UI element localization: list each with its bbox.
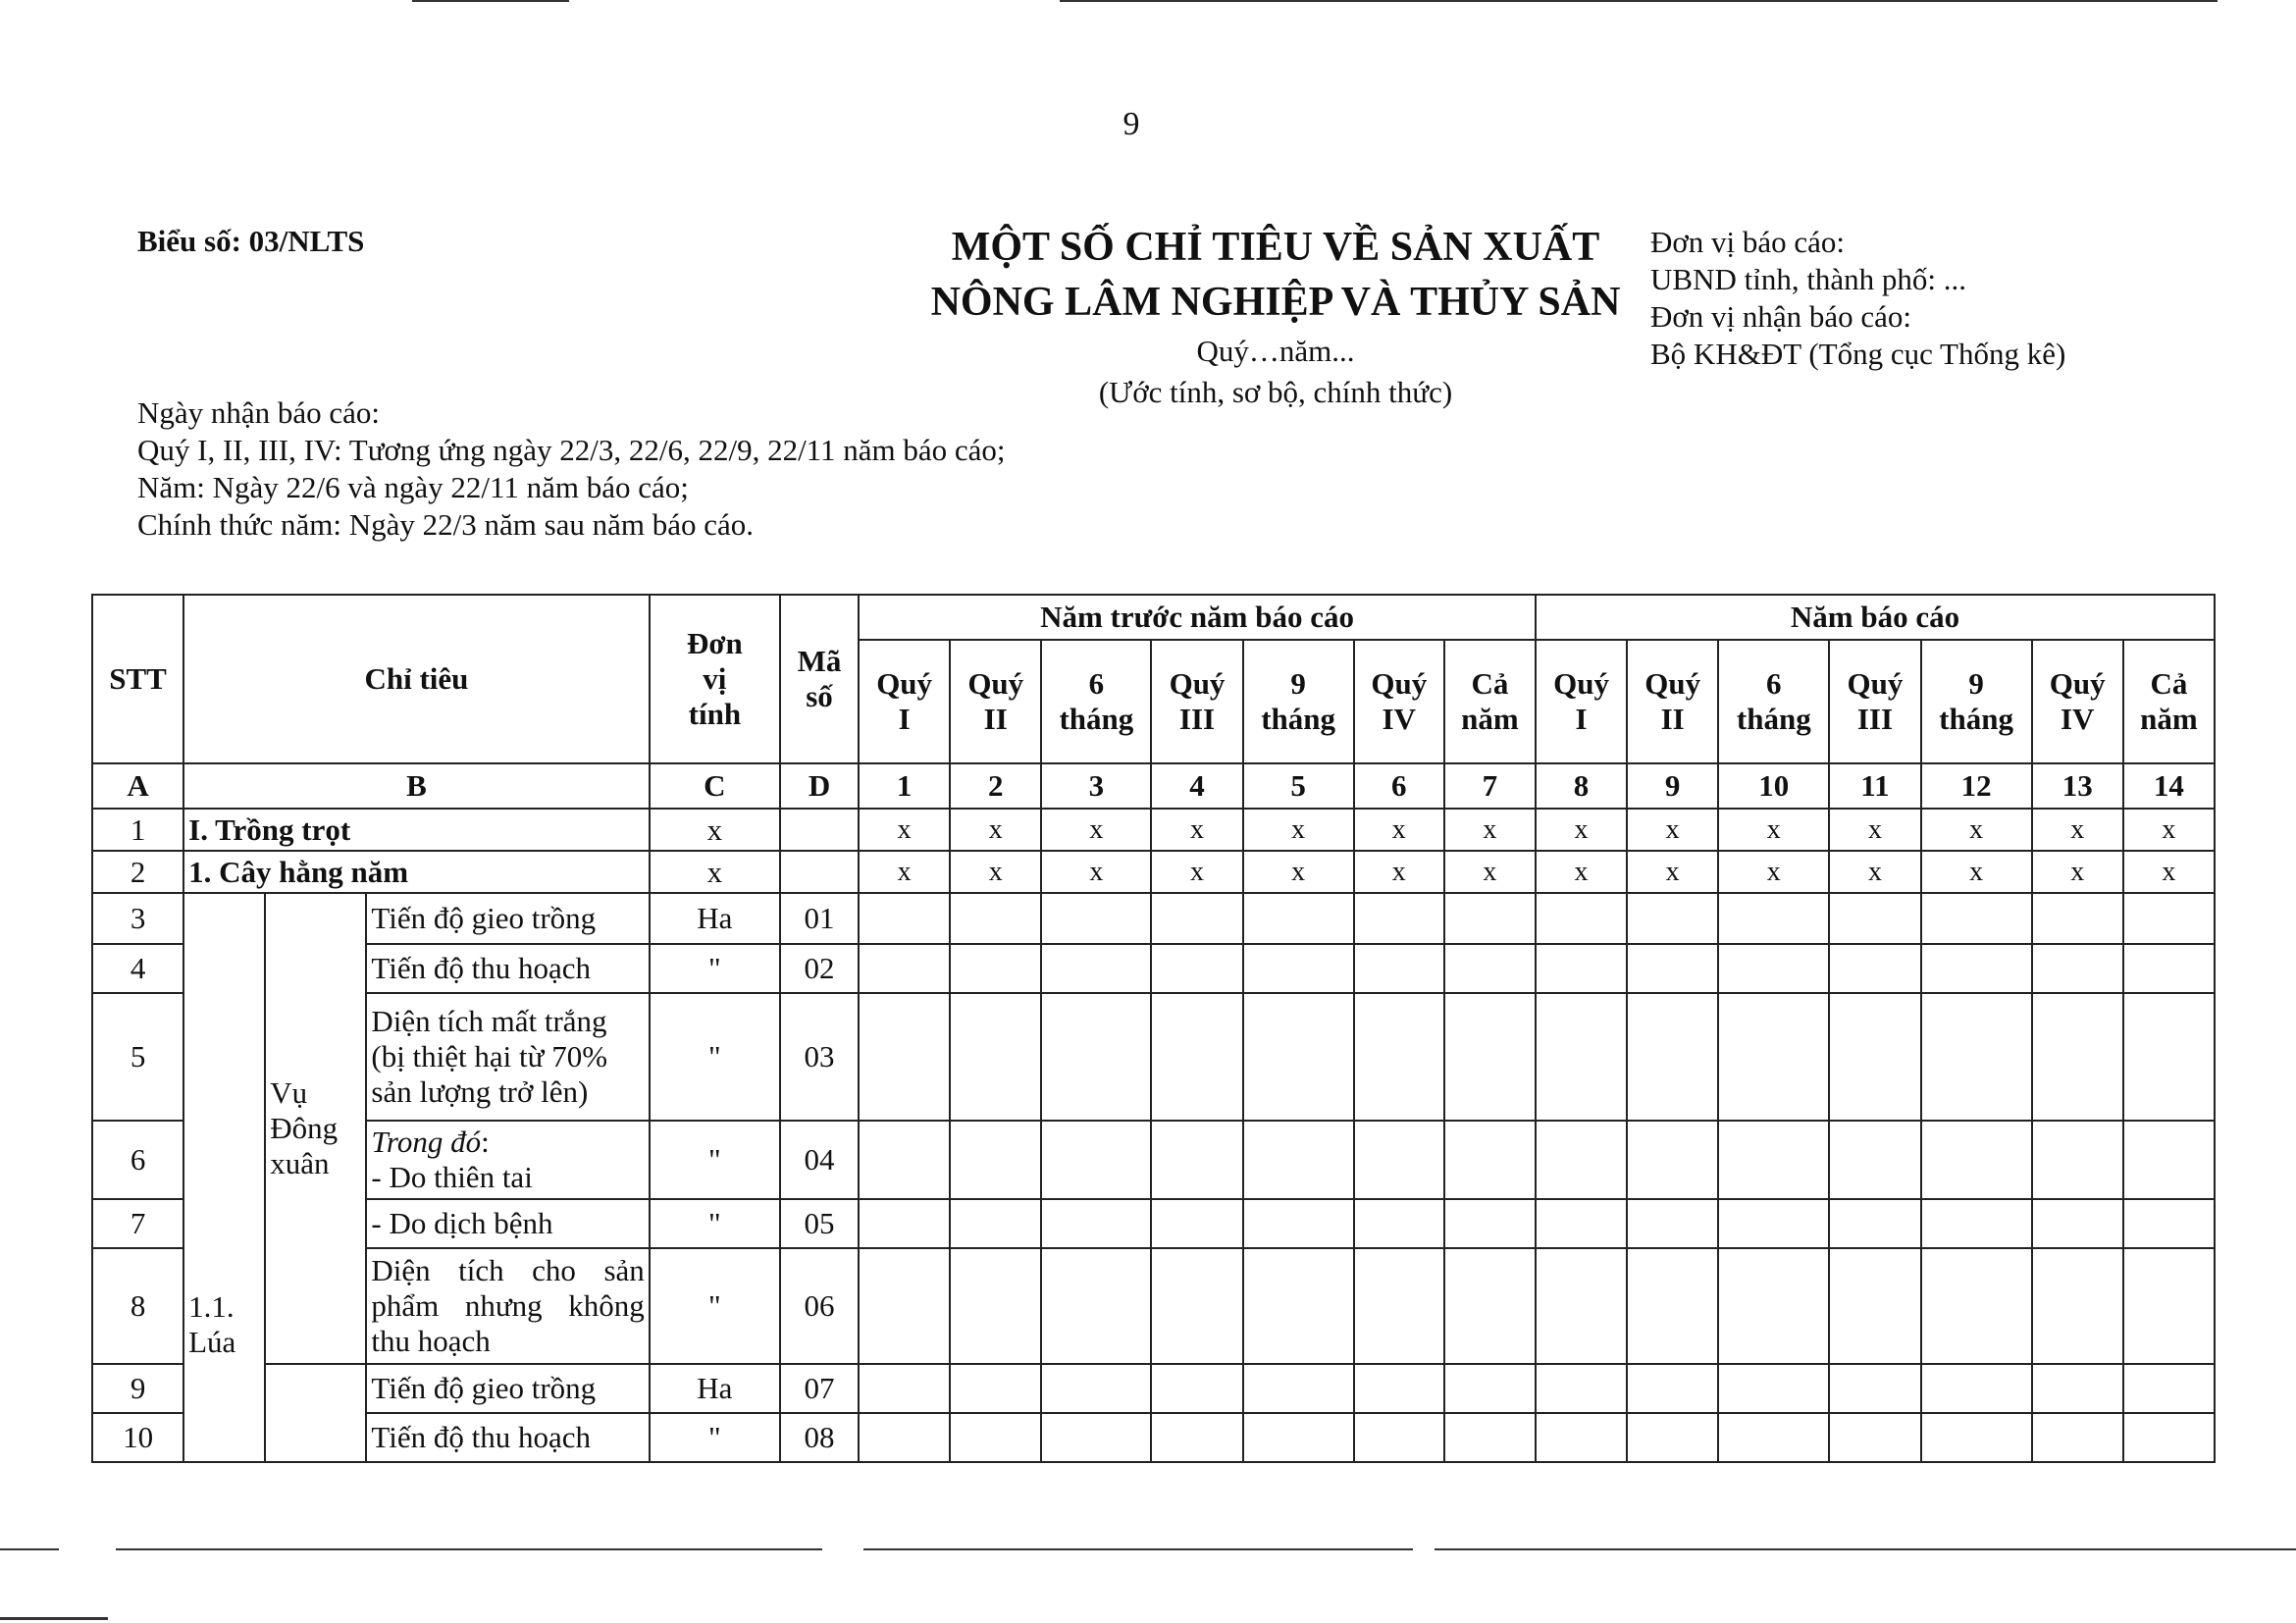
row-unit: " (650, 1248, 780, 1364)
value-cell[interactable] (1829, 1413, 1920, 1462)
value-cell[interactable] (2123, 993, 2215, 1121)
header-period-line: I (1575, 702, 1588, 736)
header-period-line: II (983, 702, 1008, 736)
header-period-line: tháng (1261, 702, 1336, 736)
value-cell[interactable] (1354, 1413, 1444, 1462)
value-cell[interactable] (1041, 893, 1151, 944)
row-stt: 3 (92, 893, 183, 944)
value-cell[interactable] (1921, 944, 2032, 993)
value-cell: x (1536, 851, 1627, 893)
value-cell[interactable] (1151, 944, 1242, 993)
header-period-line: III (1856, 702, 1894, 736)
header-period-line: Quý (967, 666, 1024, 701)
row-label: Diện tích mất trắng (bị thiệt hại từ 70% sản lượng trở lên) (366, 993, 649, 1121)
header-period-line: IV (1382, 702, 1416, 736)
row-label: Diện tích cho sản phẩm nhưng không thu hoạch (366, 1248, 649, 1364)
value-cell[interactable] (950, 944, 1041, 993)
row-unit: Ha (650, 893, 780, 944)
value-cell[interactable] (1354, 1121, 1444, 1199)
value-cell[interactable] (1243, 993, 1354, 1121)
value-cell[interactable] (1718, 1413, 1829, 1462)
reporting-unit-label: Đơn vị báo cáo: (1650, 225, 1846, 259)
header-period-line: III (1178, 702, 1216, 736)
header-period-line: 6 (1088, 666, 1105, 701)
value-cell[interactable] (950, 893, 1041, 944)
value-cell[interactable] (2032, 1248, 2123, 1364)
header-code (780, 595, 859, 763)
header-period-line: Quý (1644, 666, 1701, 701)
value-cell[interactable] (1041, 1121, 1151, 1199)
row-code: 03 (780, 993, 859, 1121)
row-code: 06 (780, 1248, 859, 1364)
value-cell[interactable] (1829, 893, 1920, 944)
table-row (92, 809, 2215, 851)
indicator-table (91, 594, 2216, 1463)
value-cell[interactable] (1151, 1199, 1242, 1248)
row-label-italic: Trong đó (371, 1125, 482, 1159)
value-cell[interactable] (1243, 1248, 1354, 1364)
value-cell[interactable] (1444, 944, 1536, 993)
table-row (92, 1121, 2215, 1199)
value-cell[interactable] (1921, 1413, 2032, 1462)
value-cell[interactable] (950, 1121, 1041, 1199)
dates-official: Chính thức năm: Ngày 22/3 năm sau năm báo cáo. (137, 507, 755, 542)
value-cell[interactable] (1151, 1248, 1242, 1364)
value-cell[interactable] (1151, 1364, 1242, 1413)
value-cell[interactable] (1829, 944, 1920, 993)
value-cell: x (1921, 809, 2032, 851)
table-row (92, 893, 2215, 944)
header-period (859, 640, 950, 763)
value-cell[interactable] (2032, 893, 2123, 944)
header-period (1354, 640, 1444, 763)
header-period (1041, 640, 1151, 763)
row-stt: 2 (92, 851, 183, 893)
value-cell[interactable] (1921, 1199, 2032, 1248)
value-cell: x (1151, 851, 1242, 893)
header-period-line: 9 (1968, 666, 1984, 701)
header-period-line: Cả (2150, 666, 2188, 701)
page-number: 9 (1122, 106, 1140, 142)
receiving-unit-label: Đơn vị nhận báo cáo: (1650, 299, 1912, 334)
header-period-line: Quý (1371, 666, 1428, 701)
value-cell[interactable] (1151, 993, 1242, 1121)
form-code: Biểu số: 03/NLTS (137, 224, 365, 258)
value-cell[interactable] (2123, 1199, 2215, 1248)
header-period-line: Quý (1169, 666, 1226, 701)
value-cell[interactable] (1829, 993, 1920, 1121)
scan-rule (863, 1548, 1413, 1550)
row-code: 04 (780, 1121, 859, 1199)
value-cell[interactable] (1718, 1248, 1829, 1364)
value-cell: x (859, 809, 950, 851)
value-cell[interactable] (1354, 1199, 1444, 1248)
column-letter: C (650, 763, 780, 809)
value-cell: x (1718, 851, 1829, 893)
column-letter: 13 (2032, 763, 2123, 809)
value-cell[interactable] (1041, 993, 1151, 1121)
scan-rule (1060, 0, 2218, 2)
row-stt: 6 (92, 1121, 183, 1199)
value-cell[interactable] (1627, 1248, 1718, 1364)
value-cell[interactable] (1921, 1121, 2032, 1199)
report-status: (Ước tính, sơ bộ, chính thức) (1098, 375, 1453, 409)
value-cell[interactable] (1718, 1121, 1829, 1199)
value-cell[interactable] (1243, 944, 1354, 993)
value-cell[interactable] (2032, 1413, 2123, 1462)
header-period-line: năm (1461, 702, 1519, 736)
scan-rule (0, 1548, 59, 1550)
row-label: I. Trồng trọt (183, 809, 650, 851)
value-cell[interactable] (2032, 1121, 2123, 1199)
column-letter: 14 (2123, 763, 2215, 809)
report-period: Quý…năm... (1196, 334, 1355, 368)
table-row (92, 1413, 2215, 1462)
row-unit: Ha (650, 1364, 780, 1413)
row-label: Tiến độ thu hoạch (366, 1413, 649, 1462)
value-cell[interactable] (1151, 893, 1242, 944)
value-cell[interactable] (950, 993, 1041, 1121)
value-cell: x (1041, 851, 1151, 893)
reporting-unit-value: UBND tỉnh, thành phố: ... (1650, 262, 1967, 296)
value-cell: x (1829, 809, 1920, 851)
value-cell: x (2032, 809, 2123, 851)
column-letter: 12 (1921, 763, 2032, 809)
value-cell[interactable] (1536, 993, 1627, 1121)
value-cell: x (1151, 809, 1242, 851)
header-period-line: Quý (1553, 666, 1609, 701)
value-cell[interactable] (1627, 1121, 1718, 1199)
row-code: 02 (780, 944, 859, 993)
value-cell[interactable] (1444, 893, 1536, 944)
header-period-line: năm (2140, 702, 2198, 736)
value-cell[interactable] (1829, 1121, 1920, 1199)
value-cell: x (950, 809, 1041, 851)
header-report-year: Năm báo cáo (1536, 595, 2215, 640)
column-letter: 4 (1151, 763, 1242, 809)
header-unit-line: vị (703, 661, 727, 696)
value-cell[interactable] (950, 1413, 1041, 1462)
group-season-empty (265, 1364, 366, 1462)
value-cell: x (1627, 809, 1718, 851)
value-cell: x (2032, 851, 2123, 893)
value-cell[interactable] (2123, 1364, 2215, 1413)
column-letter: 7 (1444, 763, 1536, 809)
value-cell[interactable] (2032, 944, 2123, 993)
table-row (92, 944, 2215, 993)
value-cell: x (1921, 851, 2032, 893)
row-unit: " (650, 944, 780, 993)
value-cell[interactable] (1041, 1199, 1151, 1248)
value-cell[interactable] (859, 1413, 950, 1462)
value-cell[interactable] (1354, 944, 1444, 993)
value-cell[interactable] (859, 944, 950, 993)
header-period-line: 9 (1290, 666, 1306, 701)
value-cell[interactable] (1921, 1364, 2032, 1413)
value-cell[interactable] (950, 1248, 1041, 1364)
value-cell[interactable] (1354, 993, 1444, 1121)
value-cell: x (1718, 809, 1829, 851)
row-code: 05 (780, 1199, 859, 1248)
value-cell[interactable] (859, 1364, 950, 1413)
row-stt: 4 (92, 944, 183, 993)
header-period (1444, 640, 1536, 763)
table-row (92, 1199, 2215, 1248)
value-cell[interactable] (950, 1199, 1041, 1248)
header-indicator: Chỉ tiêu (183, 595, 650, 763)
value-cell: x (859, 851, 950, 893)
row-unit: " (650, 993, 780, 1121)
header-period (1536, 640, 1627, 763)
scan-rule (116, 1548, 822, 1550)
row-label-line: - Do thiên tai (371, 1160, 533, 1194)
value-cell[interactable] (1354, 893, 1444, 944)
header-period-line: tháng (1736, 702, 1811, 736)
row-stt: 1 (92, 809, 183, 851)
value-cell[interactable] (1243, 1199, 1354, 1248)
value-cell[interactable] (1718, 993, 1829, 1121)
dates-label: Ngày nhận báo cáo: (137, 395, 381, 430)
table-row (92, 851, 2215, 893)
table-row (92, 993, 2215, 1121)
value-cell[interactable] (1627, 893, 1718, 944)
header-period (1921, 640, 2032, 763)
value-cell[interactable] (1536, 1364, 1627, 1413)
value-cell[interactable] (2032, 1199, 2123, 1248)
column-letter: 6 (1354, 763, 1444, 809)
header-code-line: Mã (797, 644, 842, 678)
value-cell[interactable] (1243, 1121, 1354, 1199)
row-stt: 7 (92, 1199, 183, 1248)
value-cell[interactable] (1444, 993, 1536, 1121)
receiving-unit-value: Bộ KH&ĐT (Tổng cục Thống kê) (1650, 337, 2066, 371)
value-cell: x (1829, 851, 1920, 893)
row-unit: x (650, 851, 780, 893)
value-cell[interactable] (2123, 1248, 2215, 1364)
group-season: Vụ Đông xuân (265, 893, 366, 1364)
value-cell[interactable] (1829, 1248, 1920, 1364)
value-cell[interactable] (2032, 993, 2123, 1121)
value-cell[interactable] (1354, 1248, 1444, 1364)
row-unit: " (650, 1199, 780, 1248)
header-period-line: Quý (2049, 666, 2106, 701)
row-label (366, 1121, 649, 1199)
row-code (780, 809, 859, 851)
value-cell[interactable] (1718, 893, 1829, 944)
value-cell[interactable] (1627, 993, 1718, 1121)
value-cell[interactable] (1627, 1199, 1718, 1248)
value-cell[interactable] (1243, 1413, 1354, 1462)
value-cell[interactable] (1921, 993, 2032, 1121)
value-cell[interactable] (1829, 1199, 1920, 1248)
header-period-line: tháng (1059, 702, 1134, 736)
value-cell[interactable] (1444, 1199, 1536, 1248)
header-period (1243, 640, 1354, 763)
value-cell[interactable] (1536, 1413, 1627, 1462)
value-cell[interactable] (1536, 1248, 1627, 1364)
column-letter: 8 (1536, 763, 1627, 809)
value-cell[interactable] (1921, 1248, 2032, 1364)
row-label: Tiến độ gieo trồng (366, 893, 649, 944)
header-stt: STT (92, 595, 183, 763)
document-title (765, 220, 1786, 330)
value-cell[interactable] (1444, 1248, 1536, 1364)
group-crop: 1.1. Lúa (183, 893, 265, 1462)
value-cell: x (1444, 809, 1536, 851)
header-period-line: tháng (1939, 702, 2013, 736)
value-cell[interactable] (1444, 1121, 1536, 1199)
column-letter: B (183, 763, 650, 809)
row-unit: " (650, 1121, 780, 1199)
title-line-1: MỘT SỐ CHỈ TIÊU VỀ SẢN XUẤT (951, 225, 1600, 270)
value-cell[interactable] (859, 893, 950, 944)
value-cell[interactable] (859, 993, 950, 1121)
row-label-line (371, 1125, 644, 1160)
scan-rule (0, 1617, 108, 1620)
value-cell[interactable] (950, 1364, 1041, 1413)
value-cell: x (1444, 851, 1536, 893)
row-code: 07 (780, 1364, 859, 1413)
value-cell[interactable] (1829, 1364, 1920, 1413)
value-cell[interactable] (1718, 944, 1829, 993)
value-cell: x (1243, 851, 1354, 893)
header-period-line: 6 (1766, 666, 1782, 701)
receipt-dates (137, 394, 1006, 544)
column-letter: 10 (1718, 763, 1829, 809)
value-cell[interactable] (1718, 1199, 1829, 1248)
dates-yearly: Năm: Ngày 22/6 và ngày 22/11 năm báo cáo; (137, 470, 689, 504)
value-cell[interactable] (1151, 1413, 1242, 1462)
value-cell[interactable] (1921, 893, 2032, 944)
header-period (1627, 640, 1718, 763)
row-label-colon: : (481, 1125, 490, 1159)
value-cell[interactable] (2123, 893, 2215, 944)
row-label: Tiến độ thu hoạch (366, 944, 649, 993)
value-cell[interactable] (1041, 1413, 1151, 1462)
value-cell[interactable] (1627, 1364, 1718, 1413)
value-cell[interactable] (1243, 893, 1354, 944)
value-cell[interactable] (2123, 1413, 2215, 1462)
dates-quarterly: Quý I, II, III, IV: Tương ứng ngày 22/3, 22/6, 22/9, 22/11 năm báo cáo; (137, 433, 1006, 467)
row-stt: 9 (92, 1364, 183, 1413)
value-cell[interactable] (2123, 944, 2215, 993)
value-cell: x (1536, 809, 1627, 851)
table-row (92, 1364, 2215, 1413)
header-unit (650, 595, 780, 763)
row-stt: 10 (92, 1413, 183, 1462)
column-letter: 9 (1627, 763, 1718, 809)
value-cell: x (1627, 851, 1718, 893)
header-code-line: số (806, 679, 833, 713)
value-cell[interactable] (859, 1121, 950, 1199)
header-period-line: IV (2060, 702, 2095, 736)
header-unit-line: Đơn (686, 626, 743, 660)
scan-rule (412, 0, 569, 2)
row-code: 01 (780, 893, 859, 944)
header-period (2032, 640, 2123, 763)
row-code: 08 (780, 1413, 859, 1462)
value-cell[interactable] (1041, 1248, 1151, 1364)
header-period-line: Quý (876, 666, 933, 701)
value-cell[interactable] (1444, 1413, 1536, 1462)
row-unit: x (650, 809, 780, 851)
header-period-line: I (898, 702, 911, 736)
scan-rule (1435, 1548, 2296, 1550)
value-cell[interactable] (2123, 1121, 2215, 1199)
value-cell[interactable] (1536, 1121, 1627, 1199)
value-cell: x (2123, 809, 2215, 851)
value-cell[interactable] (1151, 1121, 1242, 1199)
header-period (1151, 640, 1242, 763)
value-cell[interactable] (859, 1199, 950, 1248)
column-letter: 11 (1829, 763, 1920, 809)
value-cell: x (1243, 809, 1354, 851)
title-line-2: NÔNG LÂM NGHIỆP VÀ THỦY SẢN (930, 280, 1621, 325)
header-period-line: Quý (1847, 666, 1904, 701)
header-previous-year: Năm trước năm báo cáo (859, 595, 1536, 640)
column-letter: 3 (1041, 763, 1151, 809)
row-unit: " (650, 1413, 780, 1462)
value-cell[interactable] (1627, 944, 1718, 993)
value-cell[interactable] (1536, 944, 1627, 993)
row-label: Tiến độ gieo trồng (366, 1364, 649, 1413)
value-cell[interactable] (1041, 1364, 1151, 1413)
column-letter: D (780, 763, 859, 809)
value-cell: x (950, 851, 1041, 893)
value-cell[interactable] (1041, 944, 1151, 993)
header-period-line: II (1660, 702, 1685, 736)
value-cell: x (1354, 851, 1444, 893)
value-cell[interactable] (1536, 893, 1627, 944)
table-row (92, 1248, 2215, 1364)
reporting-info (1650, 224, 2065, 373)
row-code (780, 851, 859, 893)
value-cell[interactable] (1627, 1413, 1718, 1462)
row-label: 1. Cây hằng năm (183, 851, 650, 893)
value-cell[interactable] (2032, 1364, 2123, 1413)
row-stt: 8 (92, 1248, 183, 1364)
header-period (1829, 640, 1920, 763)
row-label: - Do dịch bệnh (366, 1199, 649, 1248)
header-period-line: Cả (1471, 666, 1509, 701)
value-cell[interactable] (859, 1248, 950, 1364)
column-letter: A (92, 763, 183, 809)
value-cell: x (2123, 851, 2215, 893)
value-cell: x (1354, 809, 1444, 851)
column-letter-row (92, 763, 2215, 809)
column-letter: 5 (1243, 763, 1354, 809)
value-cell: x (1041, 809, 1151, 851)
value-cell[interactable] (1354, 1364, 1444, 1413)
header-unit-line: tính (688, 697, 742, 731)
row-stt: 5 (92, 993, 183, 1121)
value-cell[interactable] (1718, 1364, 1829, 1413)
header-period (1718, 640, 1829, 763)
header-period (2123, 640, 2215, 763)
value-cell[interactable] (1444, 1364, 1536, 1413)
header-period (950, 640, 1041, 763)
column-letter: 1 (859, 763, 950, 809)
value-cell[interactable] (1536, 1199, 1627, 1248)
value-cell[interactable] (1243, 1364, 1354, 1413)
column-letter: 2 (950, 763, 1041, 809)
